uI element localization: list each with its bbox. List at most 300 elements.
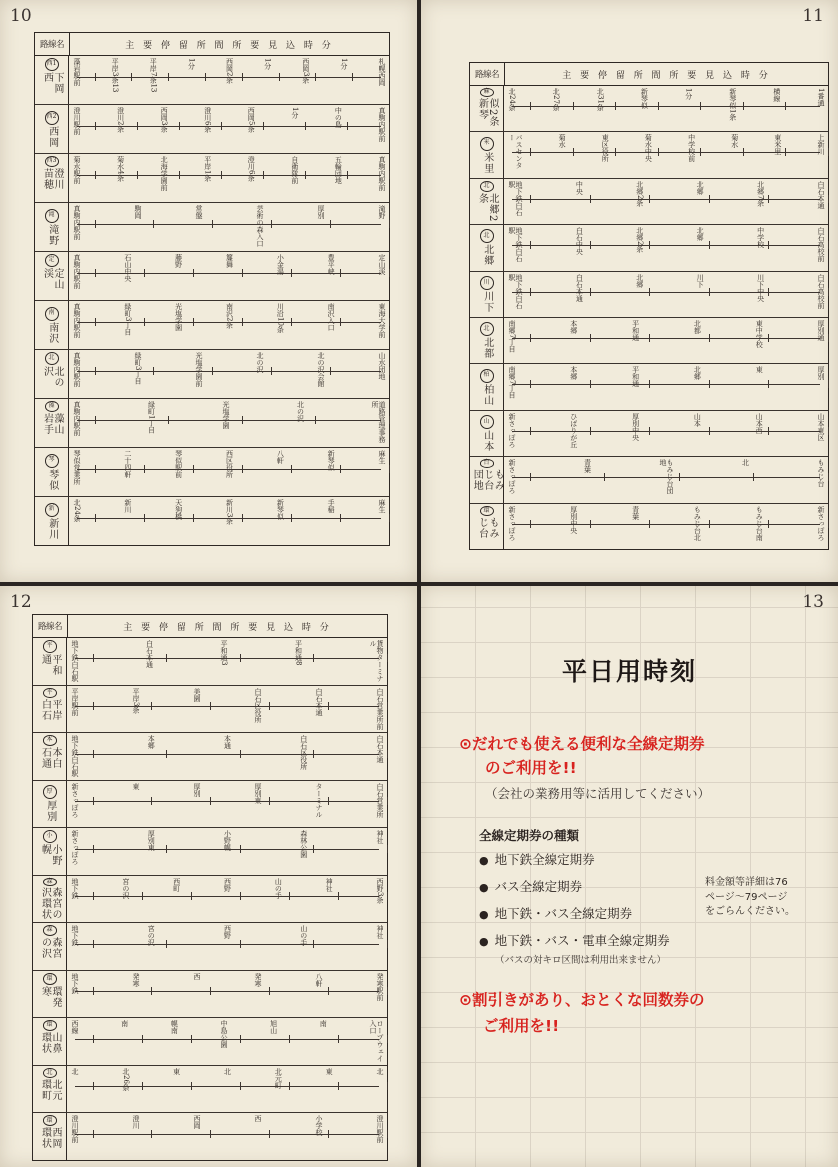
route-label xyxy=(33,876,67,923)
stop-name: 西岡5条 xyxy=(247,107,256,133)
timetable-header xyxy=(33,615,387,638)
stop-name: 中島公園 xyxy=(219,1020,228,1049)
stop-name: 地下鉄 xyxy=(71,972,79,994)
stop-name: 緑町3丁目 xyxy=(134,352,142,385)
stop-tick xyxy=(828,195,829,203)
stop-tick xyxy=(389,514,390,522)
route-label xyxy=(33,828,67,875)
stop-tick xyxy=(144,465,145,473)
route-name: 森宮の沢 xyxy=(39,936,61,959)
stop-tick xyxy=(709,334,710,342)
page-10 xyxy=(0,0,417,582)
stop-name: 藻岩駅前 xyxy=(73,58,81,86)
stop-name: 真駒内駅前 xyxy=(73,303,81,338)
route-number-badge: 山 xyxy=(480,415,494,429)
stop-tick xyxy=(263,171,264,179)
route-label xyxy=(35,350,69,398)
stop-tick xyxy=(530,520,531,528)
stop-name: 菊水4条 xyxy=(116,156,125,182)
route-stops xyxy=(69,203,389,251)
stop-name: 青葉 xyxy=(583,459,592,474)
route-row xyxy=(35,497,389,545)
stop-name: 北郷 xyxy=(635,273,644,288)
stop-name: 新さっぽろ xyxy=(816,505,825,541)
route-stops xyxy=(67,828,387,875)
stop-name: 1分 xyxy=(187,58,196,70)
stop-name: 南沢2条 xyxy=(225,303,234,329)
route-row xyxy=(33,923,387,971)
stop-tick xyxy=(709,380,710,388)
route-stops xyxy=(67,971,387,1018)
stop-tick xyxy=(389,318,390,326)
route-line xyxy=(512,152,820,153)
stop-tick xyxy=(205,73,206,81)
route-number-badge: 森 xyxy=(43,878,57,886)
stop-name: 二十四軒 xyxy=(123,450,132,478)
stop-tick xyxy=(828,520,829,528)
stop-tick xyxy=(151,1130,152,1138)
stop-tick xyxy=(93,1082,94,1090)
business-use-note: （会社の業務用等に活用してください） xyxy=(485,786,711,801)
route-name: 柏山 xyxy=(481,383,493,406)
stop-tick xyxy=(240,1035,241,1043)
route-name: 北の沢 xyxy=(41,365,63,388)
stop-tick xyxy=(193,269,194,277)
promo-line-2: ご利用を!! xyxy=(483,1016,560,1035)
pass-types-heading: 全線定期券の種類 xyxy=(479,828,580,843)
stop-name: 道路管理事務所 xyxy=(371,401,386,443)
timetable xyxy=(32,614,388,1161)
route-label xyxy=(470,86,504,131)
stop-name: 本郷 xyxy=(569,320,578,335)
stop-tick xyxy=(768,520,769,528)
stop-name: 神社 xyxy=(376,830,384,845)
route-row xyxy=(470,272,828,318)
route-stops xyxy=(504,318,828,363)
stop-name: 豊平峡 xyxy=(327,254,336,275)
stop-tick xyxy=(828,288,829,296)
stop-name: 西 xyxy=(254,1115,262,1123)
stop-tick xyxy=(191,1035,192,1043)
route-row xyxy=(33,781,387,829)
route-label xyxy=(35,56,69,104)
route-label xyxy=(470,272,504,317)
stop-tick xyxy=(95,73,96,81)
stop-name: 北郷 xyxy=(693,366,702,381)
stop-tick xyxy=(291,465,292,473)
stop-tick xyxy=(387,750,388,758)
stop-tick xyxy=(142,892,143,900)
route-row xyxy=(35,301,389,350)
stop-tick xyxy=(242,465,243,473)
stop-tick xyxy=(389,465,390,473)
route-name: 藻山岩手 xyxy=(41,412,63,435)
stop-name: 1分 xyxy=(263,58,272,70)
stop-name: 白石高校前 xyxy=(816,227,825,263)
stop-tick xyxy=(313,654,314,662)
route-row xyxy=(470,86,828,132)
stop-name: もみじ台北 xyxy=(693,505,702,541)
stop-name: 新琴似 xyxy=(327,450,336,471)
stop-name: 北海学園前 xyxy=(160,156,169,191)
route-row xyxy=(470,364,828,410)
stop-tick xyxy=(289,1082,290,1090)
promo-coupon-ticket xyxy=(459,988,705,1039)
stop-name: 北の沢 xyxy=(296,401,305,422)
stop-tick xyxy=(328,797,329,805)
stop-tick xyxy=(700,102,701,110)
stop-name: 藤野 xyxy=(174,254,183,268)
stop-tick xyxy=(240,940,241,948)
route-line xyxy=(75,658,379,659)
route-number-badge: 環 xyxy=(480,506,494,516)
stop-name: 簾舞 xyxy=(225,254,234,268)
stop-tick xyxy=(93,892,94,900)
stop-name: 白石本通 xyxy=(816,180,825,209)
stop-name: 平和通 xyxy=(631,366,640,388)
stop-tick xyxy=(291,318,292,326)
page-11 xyxy=(421,0,838,582)
stop-tick xyxy=(313,750,314,758)
stop-name: 北郷2条 xyxy=(635,180,644,207)
stop-tick xyxy=(828,148,829,156)
stop-name: 平和通3 xyxy=(220,640,228,666)
stop-tick xyxy=(168,73,169,81)
stop-name: 山本 xyxy=(693,412,702,427)
stop-tick xyxy=(93,1130,94,1138)
stop-tick xyxy=(768,288,769,296)
stop-name: 東 xyxy=(755,366,764,374)
stop-tick xyxy=(330,220,331,228)
stop-tick xyxy=(242,318,243,326)
stop-name: 新さっぽろ xyxy=(71,830,79,866)
stop-tick xyxy=(271,220,272,228)
stop-name: 西岡2条 xyxy=(225,58,234,84)
stop-tick xyxy=(191,892,192,900)
stop-name: 地下鉄白石駅 xyxy=(508,227,523,263)
stop-name: 青葉 xyxy=(631,505,640,520)
pass-type-item: ● 地下鉄全線定期券 xyxy=(479,850,670,877)
stop-tick xyxy=(590,334,591,342)
pass-type-item: ● 地下鉄・バス・電車全線定期券 xyxy=(479,931,670,958)
route-number-badge: 滝 xyxy=(45,209,59,223)
stop-name: 新さっぽろ xyxy=(508,459,516,495)
stop-name: 澄川駅前 xyxy=(71,1115,79,1144)
stop-name: 白石営業所前 xyxy=(376,687,384,730)
stop-name: 東海大学前 xyxy=(377,303,386,338)
stop-name: 厚別中央 xyxy=(569,505,578,534)
stop-tick xyxy=(269,987,270,995)
route-row xyxy=(470,457,828,503)
route-line xyxy=(75,706,379,707)
stop-name: 宮の沢 xyxy=(121,877,130,899)
route-stops xyxy=(69,252,389,300)
stop-name: 神社 xyxy=(376,925,384,940)
pass-type-item: ● バス全線定期券 xyxy=(479,877,670,904)
stop-tick xyxy=(193,465,194,473)
stop-tick xyxy=(768,334,769,342)
route-row xyxy=(35,399,389,448)
stop-name: 北 xyxy=(375,1067,384,1075)
stop-name: 東区役所 xyxy=(601,134,610,163)
timetable-rows xyxy=(35,56,389,545)
stop-tick xyxy=(95,367,96,375)
stop-name: 白石営業所 xyxy=(376,782,384,818)
stop-name: 光塩学園 xyxy=(222,401,230,429)
route-label xyxy=(33,1113,67,1160)
stop-name: ひばりが丘 xyxy=(569,412,578,448)
stop-tick xyxy=(291,269,292,277)
route-label xyxy=(33,638,67,685)
stop-name: 新琴似1条 xyxy=(728,88,737,121)
route-row xyxy=(33,828,387,876)
route-number-badge: 米 xyxy=(480,137,494,151)
route-name: 西岡環状 xyxy=(39,1126,61,1149)
route-line xyxy=(512,431,820,432)
stop-name: 白石中央 xyxy=(575,227,584,256)
stop-tick xyxy=(240,750,241,758)
stop-tick xyxy=(142,1035,143,1043)
stop-tick xyxy=(289,1035,290,1043)
route-line xyxy=(512,524,820,525)
route-name: 小野幌 xyxy=(39,843,61,866)
stop-tick xyxy=(95,171,96,179)
route-number-badge: 台 xyxy=(480,459,494,467)
route-row xyxy=(33,686,387,734)
route-number-badge: 麻 xyxy=(480,88,494,97)
stop-name: 菊水中央 xyxy=(644,134,653,163)
route-line xyxy=(75,754,379,755)
stop-tick xyxy=(649,380,650,388)
route-number-badge: 藻 xyxy=(45,401,59,412)
stop-name: 南郷7丁目 xyxy=(508,320,516,353)
stop-tick xyxy=(269,702,270,710)
stop-name: 白石高校前 xyxy=(816,273,825,309)
stop-name: 新川3条 xyxy=(225,499,234,525)
stop-tick xyxy=(151,987,152,995)
stop-name: 平岸1条 xyxy=(203,156,212,182)
stop-name: 白石本通 xyxy=(315,687,323,716)
stop-name: 本郷 xyxy=(147,735,156,750)
stop-name: 滝野 xyxy=(378,205,386,219)
route-line xyxy=(75,896,379,897)
pass-types-list xyxy=(479,850,670,958)
page-12 xyxy=(0,586,417,1167)
route-name: 本白石通 xyxy=(39,746,61,769)
stop-tick xyxy=(347,122,348,130)
stop-name: 北26条 xyxy=(121,1067,130,1091)
route-stops xyxy=(69,497,389,545)
stop-tick xyxy=(131,73,132,81)
route-number-badge: 琴 xyxy=(45,454,59,468)
route-line xyxy=(512,338,820,339)
route-stops xyxy=(69,301,389,349)
stop-name: 芸術の森入口 xyxy=(256,205,264,247)
stop-name: 西野 xyxy=(223,877,232,892)
stop-tick xyxy=(93,702,94,710)
stop-tick xyxy=(590,195,591,203)
route-stops xyxy=(504,272,828,317)
stop-name: 菊水 xyxy=(730,134,739,149)
stop-tick xyxy=(573,102,574,110)
stop-tick xyxy=(93,1035,94,1043)
route-number-badge: 北 xyxy=(480,229,494,243)
route-row xyxy=(33,1066,387,1114)
stop-tick xyxy=(530,148,531,156)
stop-tick xyxy=(649,288,650,296)
stop-tick xyxy=(828,427,829,435)
route-label xyxy=(33,686,67,733)
stop-name: 北 xyxy=(741,459,750,467)
stop-name: 西線 xyxy=(71,1020,79,1035)
stop-name: 中学校 xyxy=(756,227,765,249)
stop-name: 厚別 xyxy=(317,205,325,219)
stop-tick xyxy=(95,514,96,522)
stop-name: 西区役所 xyxy=(225,450,234,478)
stop-name: 新琴似 xyxy=(276,499,285,520)
route-label xyxy=(470,364,504,409)
route-line xyxy=(77,175,381,176)
route-row xyxy=(35,105,389,154)
stop-tick xyxy=(166,940,167,948)
stop-tick xyxy=(151,702,152,710)
stop-tick xyxy=(828,473,829,481)
route-stops xyxy=(69,56,389,104)
route-line xyxy=(77,77,381,78)
stop-tick xyxy=(240,845,241,853)
route-number-badge: 西2 xyxy=(45,111,59,125)
stop-tick xyxy=(338,1035,339,1043)
route-label xyxy=(33,971,67,1018)
stop-name: 石山中央 xyxy=(123,254,132,282)
stop-tick xyxy=(753,473,754,481)
stop-name: 発寒 xyxy=(132,972,140,987)
stop-tick xyxy=(387,1035,388,1043)
stop-name: 川下中央 xyxy=(756,273,765,302)
stop-tick xyxy=(93,797,94,805)
stop-tick xyxy=(590,520,591,528)
stop-name: 東 xyxy=(172,1067,181,1075)
stop-tick xyxy=(387,1082,388,1090)
stop-name: 南 xyxy=(120,1020,129,1028)
stop-tick xyxy=(291,514,292,522)
route-line xyxy=(77,371,381,372)
stop-name: 北郷7条 xyxy=(756,180,765,207)
route-row xyxy=(35,154,389,203)
route-line xyxy=(512,199,820,200)
route-number-badge: 西3 xyxy=(45,156,59,167)
stop-tick xyxy=(768,195,769,203)
stop-name: 地下鉄白石駅 xyxy=(508,273,523,309)
stop-tick xyxy=(93,940,94,948)
route-label xyxy=(35,252,69,300)
stop-name: もみじ台団地 xyxy=(659,459,674,495)
route-row xyxy=(33,733,387,781)
stop-name: 西岡3条 xyxy=(160,107,169,133)
stop-name: 白石区役所 xyxy=(254,687,262,723)
route-name: 平和通 xyxy=(39,653,61,676)
stop-tick xyxy=(709,195,710,203)
route-row xyxy=(470,179,828,225)
route-name: 北元環町 xyxy=(39,1079,61,1102)
route-row xyxy=(35,448,389,497)
route-name: 北郷2条 xyxy=(476,192,498,222)
stop-name: 南郷7丁目 xyxy=(508,366,516,399)
stop-tick xyxy=(328,702,329,710)
stop-tick xyxy=(389,73,390,81)
route-label xyxy=(470,504,504,549)
stop-tick xyxy=(179,171,180,179)
route-line xyxy=(512,384,820,385)
route-name: 下岡西 xyxy=(41,71,63,94)
stop-name: 川沿10条 xyxy=(276,303,285,333)
stop-tick xyxy=(153,220,154,228)
route-label xyxy=(35,448,69,496)
page-number: 13 xyxy=(802,592,824,612)
stop-name: 発寒 xyxy=(254,972,262,987)
route-label xyxy=(33,1018,67,1065)
stop-name: 真駒内駅前 xyxy=(377,107,386,142)
stop-name: 森林公園 xyxy=(299,830,308,859)
route-column-header: 路線名 xyxy=(35,33,70,55)
stop-name: 北の沢 xyxy=(256,352,264,373)
route-stops xyxy=(67,1066,387,1113)
stop-tick xyxy=(166,654,167,662)
route-stops xyxy=(504,132,828,177)
stop-tick xyxy=(305,122,306,130)
route-number-badge: 環 xyxy=(43,973,57,986)
timetable-rows xyxy=(33,638,387,1160)
stop-tick xyxy=(95,465,96,473)
stop-name: 平和通8 xyxy=(294,640,303,666)
stop-tick xyxy=(93,987,94,995)
route-number-badge: 南 xyxy=(45,307,59,321)
route-stops xyxy=(504,225,828,270)
stop-tick xyxy=(649,334,650,342)
stop-name: 真駒内駅前 xyxy=(377,156,386,191)
stops-column-header: 主 要 停 留 所 間 所 要 見 込 時 分 xyxy=(562,70,771,81)
stop-name: 北元町 xyxy=(274,1067,283,1089)
route-row xyxy=(35,252,389,301)
route-line xyxy=(77,322,381,323)
stop-name: 山の手 xyxy=(274,877,283,899)
stop-tick xyxy=(649,520,650,528)
route-label xyxy=(470,179,504,224)
stop-tick xyxy=(240,892,241,900)
route-stops xyxy=(67,638,387,685)
stop-name: 北 xyxy=(223,1067,232,1075)
stop-tick xyxy=(212,367,213,375)
route-number-badge: 小 xyxy=(43,830,57,843)
stop-tick xyxy=(210,797,211,805)
route-row xyxy=(33,1113,387,1160)
route-name: 似2条新琴 xyxy=(476,98,498,128)
stop-name: 南 xyxy=(319,1020,328,1028)
route-line xyxy=(75,801,379,802)
route-row xyxy=(470,504,828,549)
route-row xyxy=(470,225,828,271)
stop-name: 澄川駅前 xyxy=(376,1115,384,1144)
stop-tick xyxy=(709,427,710,435)
route-name: 定山渓 xyxy=(41,267,63,290)
route-name: 琴似 xyxy=(46,468,58,491)
route-label xyxy=(470,132,504,177)
stop-tick xyxy=(590,380,591,388)
promo-line-2: のご利用を!! xyxy=(485,759,577,778)
route-label xyxy=(35,105,69,153)
stop-name: 厚別 xyxy=(193,782,201,797)
stop-name: 平岸7条13 xyxy=(149,58,158,93)
